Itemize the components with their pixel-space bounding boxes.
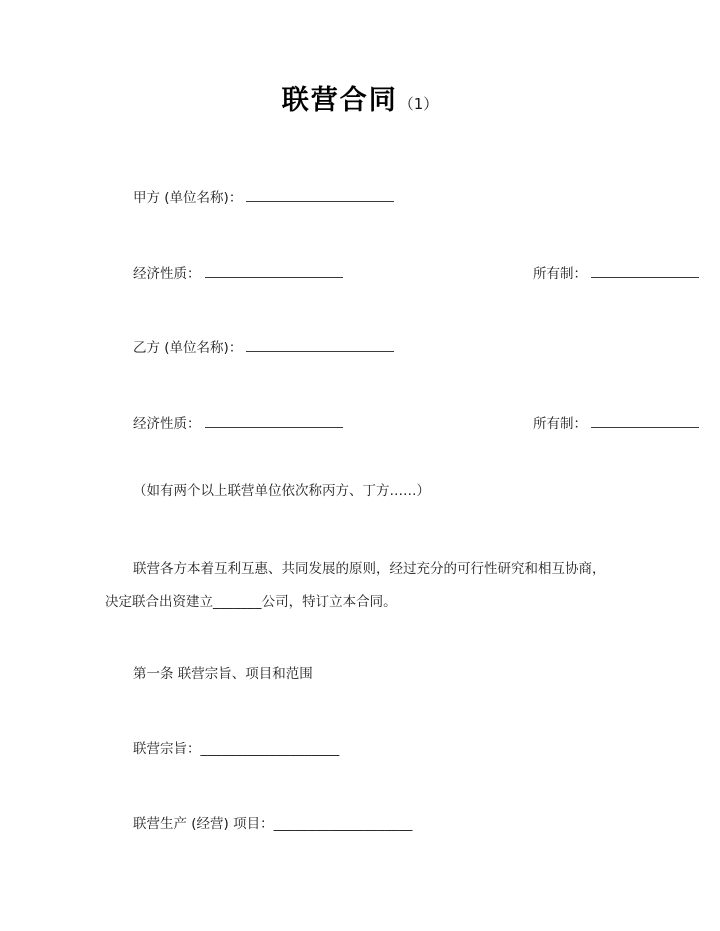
- intro-paragraph-line-2: [105, 586, 606, 619]
- field-row-party-a: [133, 188, 394, 208]
- company-name-input-blank[interactable]: _______: [213, 594, 262, 610]
- purpose-label: 联营宗旨：: [133, 741, 201, 757]
- economic-nature-a-input-blank[interactable]: [205, 264, 343, 278]
- intro-paragraph: [105, 553, 606, 619]
- article-1-heading: [133, 664, 313, 684]
- economic-nature-b-label: 经济性质：: [133, 416, 201, 432]
- purpose-input-blank[interactable]: ____________________: [200, 741, 340, 757]
- ownership-a-label: 所有制：: [533, 266, 587, 282]
- project-input-blank[interactable]: ____________________: [273, 816, 413, 832]
- field-row-nature-b: [133, 414, 613, 434]
- field-row-nature-a: [133, 264, 613, 284]
- economic-nature-b-input-blank[interactable]: [205, 414, 343, 428]
- page-title-main: 联营合同: [281, 85, 398, 116]
- ownership-b-group: [533, 414, 699, 434]
- party-a-label: 甲方 (单位名称)：: [133, 190, 243, 206]
- page-title-suffix: （1）: [398, 95, 439, 113]
- parties-note-text: （如有两个以上联营单位依次称丙方、丁方……）: [133, 483, 430, 499]
- ownership-a-input-blank[interactable]: [591, 264, 699, 278]
- field-row-party-b: [133, 338, 394, 358]
- party-b-input-blank[interactable]: [246, 338, 394, 352]
- ownership-b-input-blank[interactable]: [591, 414, 699, 428]
- field-row-project: [133, 814, 413, 834]
- intro-paragraph-line-2-after: 公司，特订立本合同。: [261, 594, 397, 610]
- page-title: [0, 78, 720, 117]
- project-label: 联营生产 (经营) 项目：: [133, 816, 274, 832]
- ownership-b-label: 所有制：: [533, 416, 587, 432]
- parties-note: [133, 481, 430, 501]
- article-1-heading-text: 第一条 联营宗旨、项目和范围: [133, 666, 313, 682]
- ownership-a-group: [533, 264, 699, 284]
- party-a-input-blank[interactable]: [246, 188, 394, 202]
- field-row-purpose: [133, 739, 340, 759]
- intro-paragraph-line-1: 联营各方本着互利互惠、共同发展的原则，经过充分的可行性研究和相互协商，: [133, 561, 606, 577]
- intro-paragraph-line-2-before: 决定联合出资建立: [105, 594, 213, 610]
- economic-nature-a-label: 经济性质：: [133, 266, 201, 282]
- party-b-label: 乙方 (单位名称)：: [133, 340, 243, 356]
